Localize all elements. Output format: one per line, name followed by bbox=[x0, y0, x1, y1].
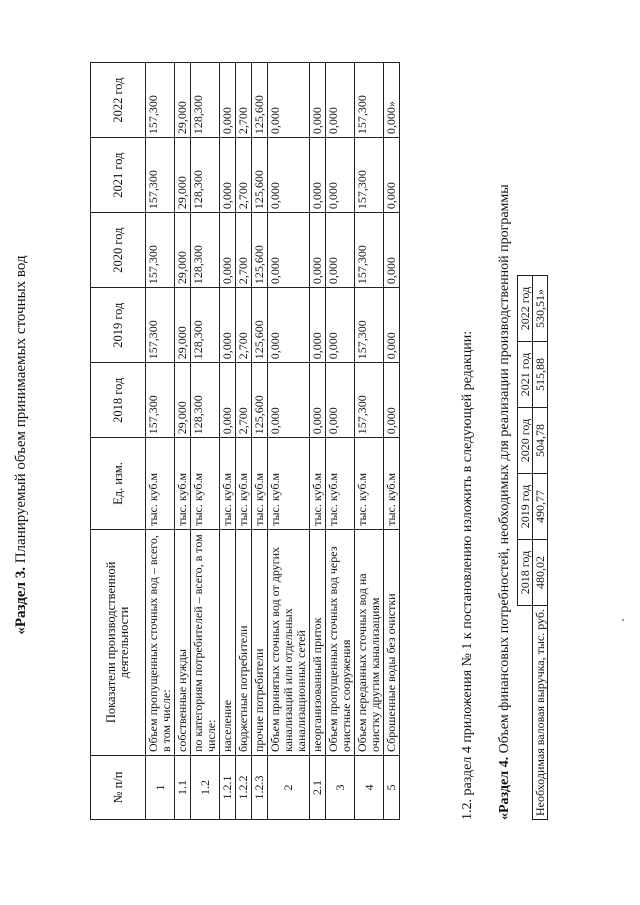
table-row bbox=[252, 63, 268, 820]
row-unit: тыс. куб.м bbox=[252, 438, 268, 530]
row-num: 1.2.2 bbox=[236, 756, 252, 820]
table-row bbox=[175, 63, 191, 820]
row-value: 2,700 bbox=[236, 363, 252, 438]
row-value: 29,000 bbox=[175, 63, 191, 138]
row-num: 3 bbox=[326, 756, 355, 820]
header-year-2020: 2020 год bbox=[91, 213, 146, 288]
section3-title-text: Планируемый объем принимаемых сточных вод bbox=[13, 255, 29, 568]
row-value: 157,300 bbox=[355, 213, 384, 288]
row-value: 157,300 bbox=[355, 138, 384, 213]
row-indicator: Сброшенные воды без очистки bbox=[384, 529, 400, 755]
row-value: 29,000 bbox=[175, 213, 191, 288]
row-num: 1.2.1 bbox=[220, 756, 236, 820]
row-value: 0,000 bbox=[310, 213, 326, 288]
row-value: 0,000 bbox=[310, 288, 326, 363]
row-unit: тыс. куб.м bbox=[310, 438, 326, 530]
header-year-2022: 2022 год bbox=[91, 63, 146, 138]
financial-header-blank bbox=[518, 605, 533, 819]
row-value: 0,000 bbox=[384, 213, 400, 288]
row-unit: тыс. куб.м bbox=[191, 438, 220, 530]
row-value: 2,700 bbox=[236, 288, 252, 363]
row-value: 128,300 bbox=[191, 213, 220, 288]
row-unit: тыс. куб.м bbox=[355, 438, 384, 530]
row-indicator: бюджетные потребители bbox=[236, 529, 252, 755]
financial-value: 490,77 bbox=[533, 473, 548, 539]
section4-title bbox=[497, 184, 513, 820]
row-indicator: Объем пропущенных сточных вод через очистные сооружения bbox=[326, 529, 355, 755]
row-indicator: Объем переданных сточных вод на очистку другим канализациям bbox=[355, 529, 384, 755]
row-value: 0,000 bbox=[220, 363, 236, 438]
row-value: 125,600 bbox=[252, 363, 268, 438]
table-row bbox=[220, 63, 236, 820]
row-num: 4 bbox=[355, 756, 384, 820]
row-value: 0,000 bbox=[220, 63, 236, 138]
row-value: 0,000 bbox=[220, 138, 236, 213]
row-unit: тыс. куб.м bbox=[146, 438, 175, 530]
financial-value: 515,88 bbox=[533, 341, 548, 407]
row-value: 0,000 bbox=[310, 138, 326, 213]
row-value: 0,000 bbox=[326, 288, 355, 363]
row-indicator: население bbox=[220, 529, 236, 755]
table-header-row bbox=[91, 63, 146, 820]
row-indicator: неорганизованный приток bbox=[310, 529, 326, 755]
row-value: 125,600 bbox=[252, 138, 268, 213]
financial-header-row bbox=[518, 275, 533, 819]
table-row bbox=[384, 63, 400, 820]
table-row bbox=[268, 63, 310, 820]
row-unit: тыс. куб.м bbox=[268, 438, 310, 530]
row-value: 0,000 bbox=[384, 288, 400, 363]
financial-needs-table bbox=[517, 275, 548, 820]
header-unit: Ед. изм. bbox=[91, 438, 146, 530]
row-value: 2,700 bbox=[236, 138, 252, 213]
row-value: 0,000 bbox=[384, 363, 400, 438]
table-row bbox=[310, 63, 326, 820]
table-row bbox=[236, 63, 252, 820]
financial-value-row bbox=[533, 275, 548, 819]
financial-year: 2019 год bbox=[518, 473, 533, 539]
row-value: 128,300 bbox=[191, 363, 220, 438]
row-value: 29,000 bbox=[175, 363, 191, 438]
financial-year: 2020 год bbox=[518, 407, 533, 473]
row-value: 157,300 bbox=[146, 363, 175, 438]
row-unit: тыс. куб.м bbox=[326, 438, 355, 530]
row-num: 2.1 bbox=[310, 756, 326, 820]
row-value: 0,000 bbox=[326, 63, 355, 138]
row-indicator: прочие потребители bbox=[252, 529, 268, 755]
row-value: 0,000 bbox=[268, 63, 310, 138]
financial-year: 2022 год bbox=[518, 275, 533, 341]
row-value: 29,000 bbox=[175, 288, 191, 363]
financial-value: 530,51» bbox=[533, 275, 548, 341]
row-value: 128,300 bbox=[191, 138, 220, 213]
header-num: № п/п bbox=[91, 756, 146, 820]
row-unit: тыс. куб.м bbox=[175, 438, 191, 530]
row-value: 125,600 bbox=[252, 213, 268, 288]
header-year-2021: 2021 год bbox=[91, 138, 146, 213]
row-value: 0,000 bbox=[326, 363, 355, 438]
financial-row-label: Необходимая валовая выручка, тыс. руб. bbox=[533, 605, 548, 819]
row-value: 157,300 bbox=[146, 288, 175, 363]
financial-value: 504,78 bbox=[533, 407, 548, 473]
table-row bbox=[355, 63, 384, 820]
row-value: 0,000 bbox=[326, 138, 355, 213]
row-value: 157,300 bbox=[355, 288, 384, 363]
row-value: 0,000 bbox=[268, 288, 310, 363]
row-value: 0,000 bbox=[326, 213, 355, 288]
row-unit: тыс. куб.м bbox=[384, 438, 400, 530]
section3-title-bold: «Раздел 3. bbox=[13, 567, 29, 635]
scan-speck bbox=[622, 619, 624, 621]
financial-year: 2021 год bbox=[518, 341, 533, 407]
section4-title-text: Объем финансовых потребностей, необходимых для реализации производственной программы bbox=[497, 184, 512, 757]
row-value: 0,000 bbox=[384, 138, 400, 213]
table-row bbox=[146, 63, 175, 820]
row-value: 157,300 bbox=[146, 138, 175, 213]
table-row bbox=[326, 63, 355, 820]
row-num: 2 bbox=[268, 756, 310, 820]
row-unit: тыс. куб.м bbox=[220, 438, 236, 530]
row-indicator: Объем пропущенных сточных вод – всего, в том числе: bbox=[146, 529, 175, 755]
financial-value: 480,02 bbox=[533, 539, 548, 605]
section3-title bbox=[13, 55, 30, 835]
row-unit: тыс. куб.м bbox=[236, 438, 252, 530]
row-value: 0,000 bbox=[268, 138, 310, 213]
row-num: 5 bbox=[384, 756, 400, 820]
row-value: 2,700 bbox=[236, 213, 252, 288]
row-value: 157,300 bbox=[146, 213, 175, 288]
amendment-note: 1.2. раздел 4 приложения № 1 к постановлению изложить в следующей редакции: bbox=[460, 330, 475, 820]
row-value: 0,000 bbox=[268, 363, 310, 438]
planned-wastewater-table bbox=[90, 62, 400, 820]
row-num: 1.2.3 bbox=[252, 756, 268, 820]
row-value: 0,000 bbox=[220, 288, 236, 363]
row-value: 2,700 bbox=[236, 63, 252, 138]
header-year-2019: 2019 год bbox=[91, 288, 146, 363]
row-value: 157,300 bbox=[146, 63, 175, 138]
row-value: 157,300 bbox=[355, 63, 384, 138]
row-num: 1 bbox=[146, 756, 175, 820]
table-row bbox=[191, 63, 220, 820]
section4-title-bold: «Раздел 4. bbox=[497, 756, 512, 820]
row-value: 0,000 bbox=[220, 213, 236, 288]
row-value: 128,300 bbox=[191, 288, 220, 363]
row-value: 125,600 bbox=[252, 288, 268, 363]
row-indicator: Объем принятых сточных вод от других канализаций или отдельных канализационных сетей bbox=[268, 529, 310, 755]
row-value: 0,000 bbox=[268, 213, 310, 288]
row-value: 128,300 bbox=[191, 63, 220, 138]
row-indicator: по категориям потребителей – всего, в том числе: bbox=[191, 529, 220, 755]
row-value: 0,000 bbox=[310, 363, 326, 438]
row-num: 1.2 bbox=[191, 756, 220, 820]
row-value: 0,000» bbox=[384, 63, 400, 138]
row-value: 29,000 bbox=[175, 138, 191, 213]
row-indicator: собственные нужды bbox=[175, 529, 191, 755]
header-indicator: Показатели производственной деятельности bbox=[91, 529, 146, 755]
row-num: 1.1 bbox=[175, 756, 191, 820]
financial-year: 2018 год bbox=[518, 539, 533, 605]
header-year-2018: 2018 год bbox=[91, 363, 146, 438]
row-value: 125,600 bbox=[252, 63, 268, 138]
row-value: 0,000 bbox=[310, 63, 326, 138]
row-value: 157,300 bbox=[355, 363, 384, 438]
